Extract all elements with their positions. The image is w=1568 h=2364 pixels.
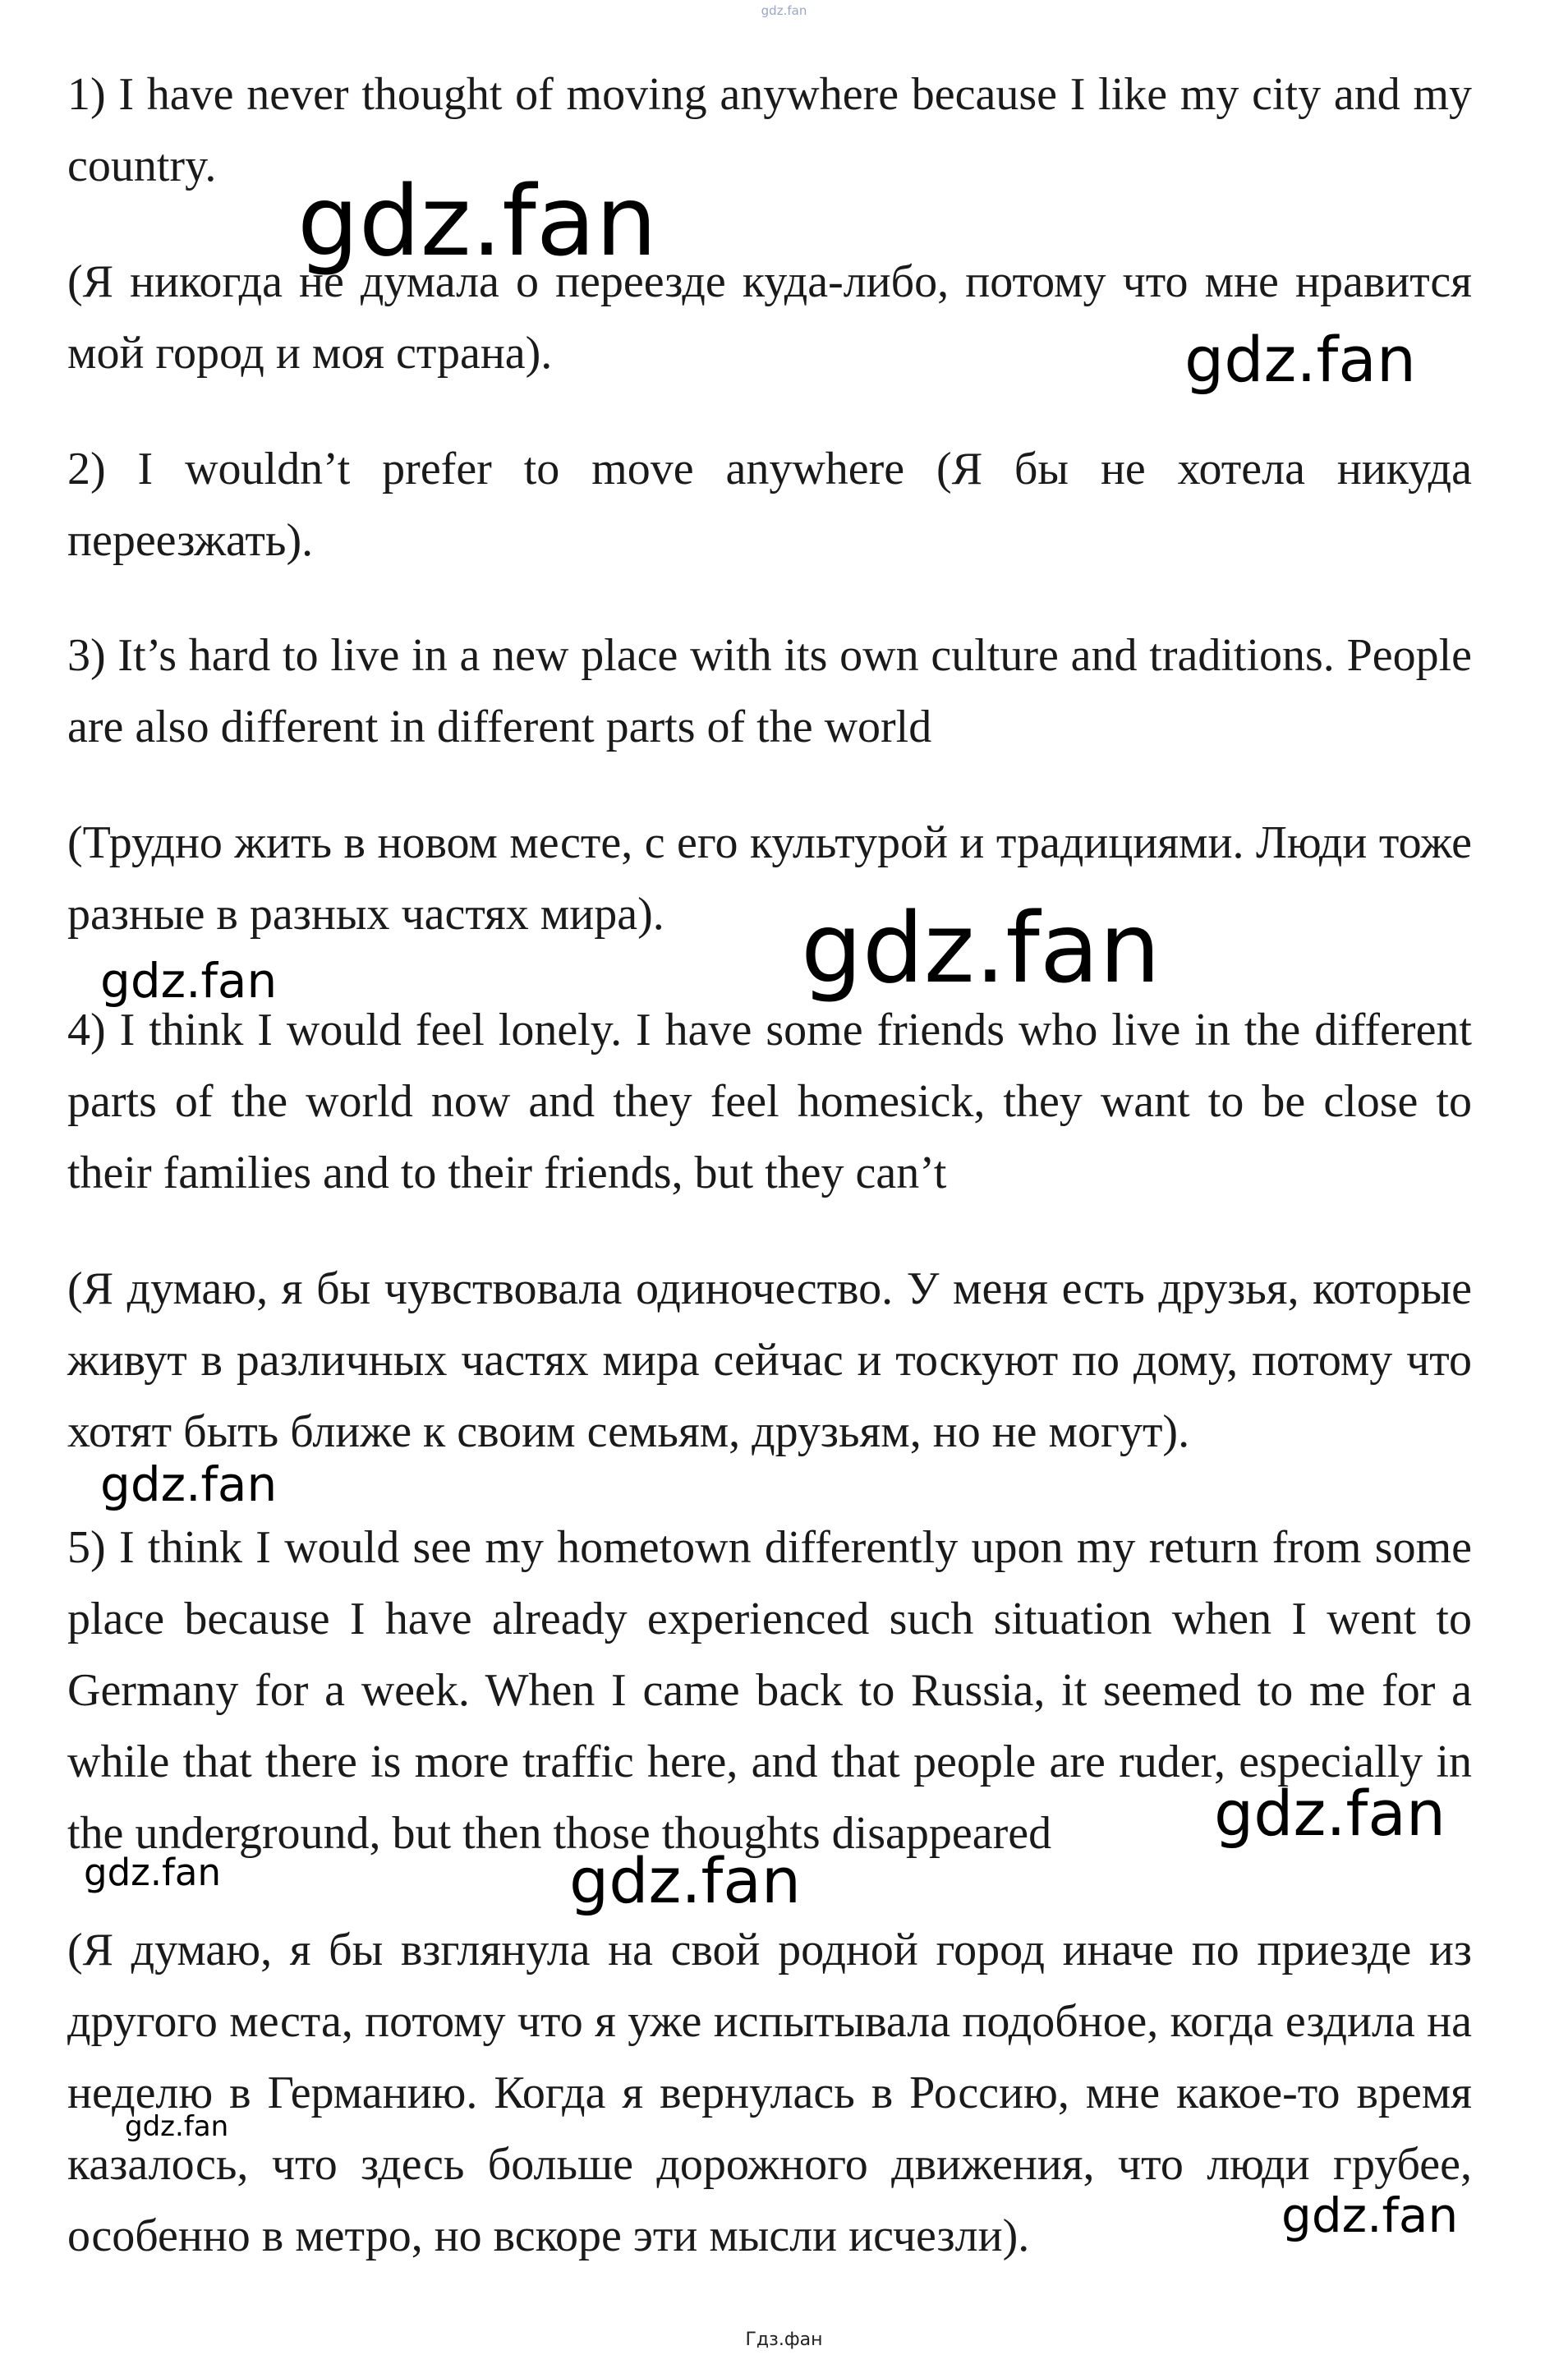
- footer-watermark: Гдз.фан: [745, 2330, 823, 2350]
- paragraph-2: 2) I wouldn’t prefer to move anywhere (Я бы не хотела никуда переезжать).: [67, 444, 1472, 566]
- paragraph-5-english: 5) I think I would see my hometown differently upon my return from some place because I have already experienced such situation when I went to Germany for a week. When I came back to Russia, it seemed to me for a while that there is more traffic here, and that people are ruder, especially in the underground, but then those thoughts disappeared: [67, 1522, 1472, 1859]
- watermark-text: gdz.fan: [125, 2110, 229, 2143]
- paragraph-4-english: 4) I think I would feel lonely. I have some friends who live in the different parts of the world now and they feel homesick, they want to be close to their families and to their friends, but they can’t: [67, 1005, 1472, 1198]
- watermark-text: gdz.fan: [100, 953, 278, 1009]
- paragraph-5-russian: (Я думаю, я бы взглянула на свой родной город иначе по приезде из другого места, потому что я уже испытывала подобное, когда ездила на неделю в Германию. Когда я вернулась в Россию, мне какое-то время казалось, что здесь больше дорожного движения, что люди грубее, особенно в метро, но вскоре эти мысли исчезли).: [67, 1925, 1472, 2261]
- paragraph-1-english: 1) I have never thought of moving anywhere because I like my city and my country.: [67, 69, 1472, 191]
- header-watermark: gdz.fan: [761, 3, 807, 18]
- paragraph-4-russian: (Я думаю, я бы чувствовала одиночество. У меня есть друзья, которые живут в различных частях мира сейчас и тоскуют по дому, потому что хотят быть ближе к своим семьям, друзьям, но не могут).: [67, 1263, 1472, 1457]
- watermark-text: gdz.fan: [569, 1844, 802, 1917]
- watermark-text: gdz.fan: [801, 891, 1161, 1005]
- watermark-text: gdz.fan: [1214, 1777, 1446, 1850]
- watermark-text: gdz.fan: [100, 1456, 278, 1512]
- paragraph-3-russian: (Трудно жить в новом месте, с его культурой и традициями. Люди тоже разные в разных частях мира).: [67, 817, 1472, 940]
- paragraph-3-english: 3) It’s hard to live in a new place with its own culture and traditions. People are also different in different parts of the world: [67, 630, 1472, 752]
- watermark-text: gdz.fan: [1281, 2187, 1459, 2243]
- watermark-text: gdz.fan: [297, 164, 657, 278]
- paragraph-1-russian: (Я никогда не думала о переезде куда-либо, потому что мне нравится мой город и моя страна).: [67, 256, 1472, 379]
- watermark-text: gdz.fan: [84, 1851, 221, 1894]
- watermark-text: gdz.fan: [1184, 323, 1417, 396]
